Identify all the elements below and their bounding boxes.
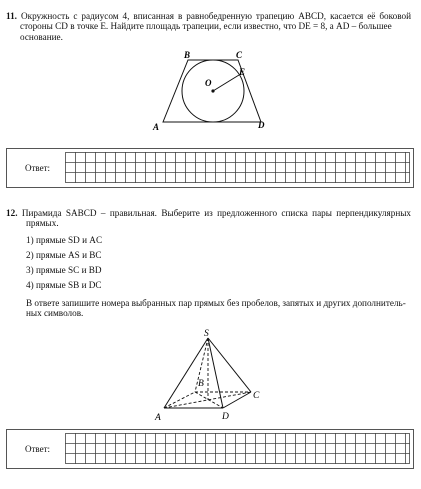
label-a-pyr: A: [155, 413, 161, 423]
label-o: O: [205, 78, 212, 88]
answer-grid-11[interactable]: [65, 152, 410, 183]
center-point-o: [211, 89, 214, 92]
option-4: 4) прямые SB и DC: [26, 280, 102, 290]
option-3: 3) прямые SC и BD: [26, 265, 102, 275]
task11-number: 11.: [6, 11, 17, 21]
task12-line1: 12. Пирамида SABCD – правильная. Выберите из предложенного списка пары перпендикулярных: [6, 208, 411, 218]
task11-line1: 11. Окружность с радиусом 4, вписанная в равнобедренную трапецию ABCD, касается её боковой: [6, 11, 411, 21]
task11-line3: основание.: [20, 31, 63, 42]
pyramid-figure: [150, 328, 275, 426]
task12-line2: прямых.: [26, 218, 59, 229]
answer-box-12[interactable]: [6, 429, 414, 469]
task12-text: [6, 208, 411, 229]
pyramid-solid-edges: [164, 338, 251, 408]
task12-number: 12.: [6, 208, 18, 218]
label-c: C: [236, 50, 243, 60]
answer-grid-12-cells: [65, 433, 410, 464]
task12-note: [26, 298, 411, 319]
trapezoid-figure: [150, 48, 280, 136]
label-a: A: [153, 122, 160, 132]
option-2: 2) прямые AS и BC: [26, 250, 102, 260]
label-b-pyr: B: [198, 379, 204, 389]
task12-note-line1: В ответе запишите номера выбранных пар прямых без пробелов, запятых и других дополнитель-: [26, 298, 406, 308]
label-e: E: [239, 67, 246, 77]
label-c-pyr: C: [253, 391, 260, 401]
answer-label-12: Ответ:: [25, 444, 51, 454]
answer-grid-11-cells: [65, 152, 410, 183]
task11-text: [6, 11, 411, 42]
task12-note-line2: ных символов.: [26, 308, 84, 319]
pyramid-hidden-edges: [164, 338, 251, 408]
answer-grid-12[interactable]: [65, 433, 410, 464]
answer-label-11: Ответ:: [25, 163, 51, 173]
label-b: B: [184, 50, 191, 60]
task11-line2: стороны CD в точке E. Найдите площадь трапеции, если известно, что DE = 8, а AD – большее: [20, 21, 392, 32]
label-s: S: [204, 329, 209, 339]
label-d-pyr: D: [222, 412, 229, 422]
label-d: D: [258, 120, 265, 130]
answer-box-11[interactable]: [6, 148, 414, 188]
option-1: 1) прямые SD и AC: [26, 235, 103, 245]
radius-oe: [213, 75, 239, 91]
